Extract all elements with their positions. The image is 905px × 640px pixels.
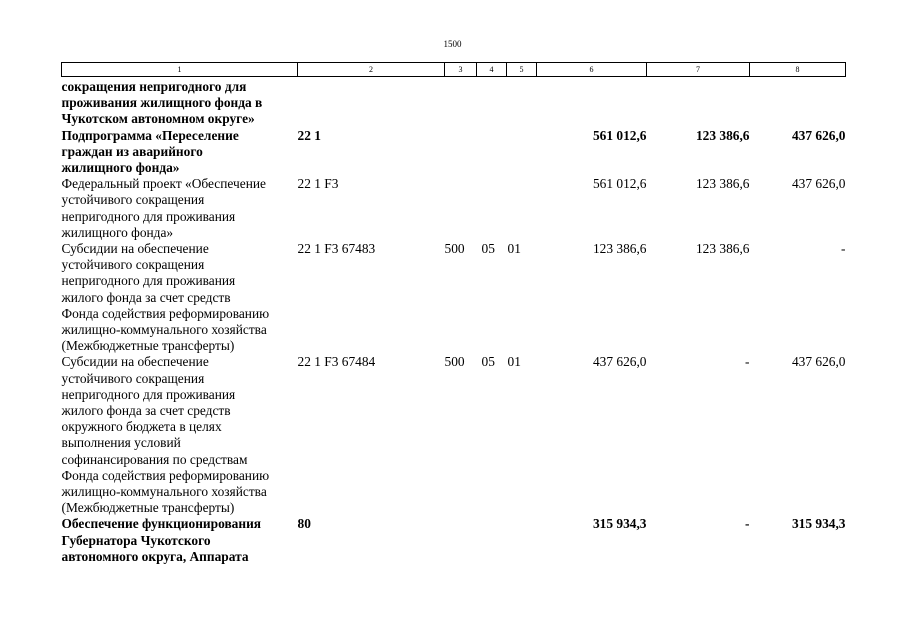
table-row xyxy=(62,176,846,241)
row-subsection-code xyxy=(507,176,537,241)
row-ministry-code xyxy=(445,176,477,241)
column-header: 7 xyxy=(647,63,750,77)
row-name: сокращения непригодного для проживания жилищного фонда в Чукотском автономном округе» xyxy=(61,79,263,127)
row-name: Подпрограмма «Переселение граждан из аварийного жилищного фонда» xyxy=(61,127,239,176)
row-code: 80 xyxy=(297,516,311,532)
row-subsection-code: 01 xyxy=(507,241,521,257)
row-total-amount xyxy=(537,77,647,128)
row-section-code: 05 xyxy=(481,241,495,257)
table-row xyxy=(62,354,846,516)
row-federal-amount: - xyxy=(745,516,750,532)
row-code xyxy=(298,77,445,128)
column-header: 8 xyxy=(750,63,846,77)
column-header: 3 xyxy=(445,63,477,77)
row-regional-amount: 315 934,3 xyxy=(791,516,846,532)
row-code: 22 1 F3 xyxy=(297,176,339,192)
row-code: 22 1 F3 67484 xyxy=(297,354,376,370)
row-name: Федеральный проект «Обеспечение устойчивого сокращения непригодного для проживания жилищного фонда» xyxy=(61,176,266,240)
row-regional-amount: - xyxy=(841,241,846,257)
row-ministry-code xyxy=(445,77,477,128)
budget-table xyxy=(61,62,846,565)
row-federal-amount: 123 386,6 xyxy=(695,176,750,192)
row-total-amount: 561 012,6 xyxy=(592,176,647,192)
column-header: 5 xyxy=(507,63,537,77)
column-header: 1 xyxy=(62,63,298,77)
row-subsection-code xyxy=(507,77,537,128)
row-federal-amount: 123 386,6 xyxy=(695,241,750,257)
row-section-code xyxy=(477,516,507,565)
row-federal-amount: - xyxy=(745,354,750,370)
row-subsection-code: 01 xyxy=(507,354,521,370)
row-regional-amount: 437 626,0 xyxy=(791,127,846,143)
table-row xyxy=(62,77,846,128)
row-name: Субсидии на обеспечение устойчивого сокращения непригодного для проживания жилого фонда за счет средств Фонда содействия реформированию жилищно-коммунального хозяйства (Межбюджетные трансферты) xyxy=(61,241,270,354)
row-ministry-code xyxy=(445,516,477,565)
row-section-code: 05 xyxy=(481,354,495,370)
column-header: 4 xyxy=(477,63,507,77)
budget-table-body xyxy=(62,77,846,566)
table-row xyxy=(62,241,846,354)
row-regional-amount xyxy=(750,77,846,128)
row-section-code xyxy=(477,128,507,177)
row-section-code xyxy=(477,176,507,241)
row-name: Субсидии на обеспечение устойчивого сокращения непригодного для проживания жилого фонда за счет средств окружного бюджета в целях выполнения условий софинансирования по средствам Фонда содействия реформированию жилищно-коммунального хозяйства (Межбюджетные трансферты) xyxy=(61,354,270,516)
table-row xyxy=(62,128,846,177)
row-ministry-code: 500 xyxy=(444,241,465,257)
column-header: 6 xyxy=(537,63,647,77)
table-row xyxy=(62,516,846,565)
page-number: 1500 xyxy=(443,39,462,49)
row-section-code xyxy=(477,77,507,128)
row-federal-amount: 123 386,6 xyxy=(695,127,750,143)
column-number-header-row xyxy=(62,63,846,77)
row-code: 22 1 F3 67483 xyxy=(297,241,376,257)
row-total-amount: 123 386,6 xyxy=(592,241,647,257)
row-total-amount: 315 934,3 xyxy=(592,516,647,532)
row-federal-amount xyxy=(647,77,750,128)
row-total-amount: 437 626,0 xyxy=(592,354,647,370)
row-ministry-code xyxy=(445,128,477,177)
row-name: Обеспечение функционирования Губернатора Чукотского автономного округа, Аппарата xyxy=(61,516,262,564)
row-total-amount: 561 012,6 xyxy=(592,127,647,143)
column-header: 2 xyxy=(298,63,445,77)
row-subsection-code xyxy=(507,516,537,565)
row-regional-amount: 437 626,0 xyxy=(791,176,846,192)
row-regional-amount: 437 626,0 xyxy=(791,354,846,370)
row-subsection-code xyxy=(507,128,537,177)
row-ministry-code: 500 xyxy=(444,354,465,370)
row-code: 22 1 xyxy=(297,127,321,143)
